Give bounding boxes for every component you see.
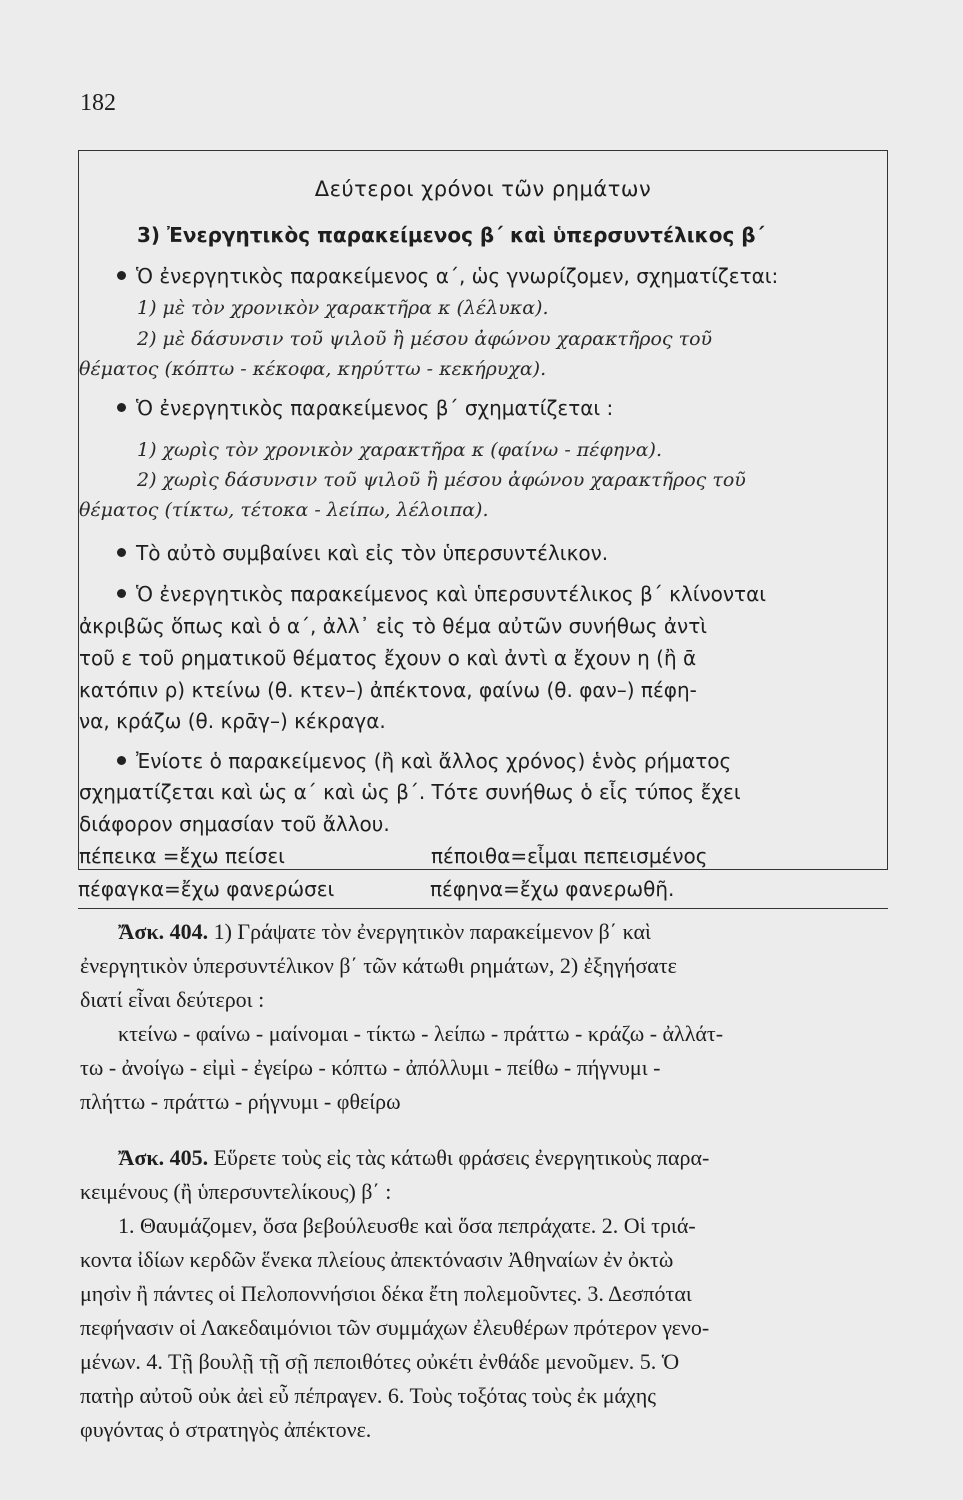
exercise-405-line: πεφήνασιν οἱ Λακεδαιμόνιοι τῶν συμμάχων ἐλευθέρων πρότερον γενο- xyxy=(80,1315,710,1340)
exercise-405-line: 1. Θαυμάζομεν, ὅσα βεβούλευσθε καὶ ὅσα πεπράχατε. 2. Οἱ τριά- xyxy=(118,1213,696,1238)
exercise-404-line xyxy=(118,918,651,946)
rule-line: κατόπιν ρ) κτείνω (θ. κτεν–) ἀπέκτονα, φαίνω (θ. φαν–) πέφη- xyxy=(79,678,697,702)
box-subtitle: 3) Ἐνεργητικὸς παρακείμενος β΄ καὶ ὑπερσυντέλικος β΄ xyxy=(137,223,765,247)
rule-text: Ὁ ἐνεργητικὸς παρακείμενος α΄, ὡς γνωρίζομεν, σχηματίζεται: xyxy=(136,264,779,288)
rule-text: Ὁ ἐνεργητικὸς παρακείμενος καὶ ὑπερσυντέλικος β΄ κλίνονται xyxy=(136,582,767,606)
bullet-line xyxy=(117,395,613,421)
bullet-line xyxy=(117,748,731,774)
exercise-405-line xyxy=(118,1144,709,1172)
rule-line: ἀκριβῶς ὅπως καὶ ὁ α΄, ἀλλ᾿ εἰς τὸ θέμα αὐτῶν συνήθως ἀντὶ xyxy=(79,614,707,638)
exercise-405-line: μησὶν ἢ πάντες οἱ Πελοποννήσιοι δέκα ἔτη πολεμοῦντες. 3. Δεσπόται xyxy=(80,1281,692,1306)
exercise-405-line: μένων. 4. Τῇ βουλῇ τῇ σῇ πεποιθότες οὐκέτι ἐνθάδε μενοῦμεν. 5. Ὁ xyxy=(80,1349,680,1374)
rule-line: να, κράζω (θ. κρᾱγ–) κέκραγα. xyxy=(79,709,386,733)
rule-line: 2) χωρὶς δάσυνσιν τοῦ ψιλοῦ ἢ μέσου ἀφώνου χαρακτῆρος τοῦ xyxy=(137,469,746,491)
exercise-label: Ἄσκ. 405. xyxy=(118,1145,209,1170)
rule-text: Ὁ ἐνεργητικὸς παρακείμενος β΄ σχηματίζεται : xyxy=(136,396,614,420)
exercise-404-line: ἐνεργητικὸν ὑπερσυντέλικον β΄ τῶν κάτωθι ρημάτων, 2) ἐξηγήσατε xyxy=(80,953,677,978)
exercise-405-line: κειμένους (ἢ ὑπερσυντελίκους) β΄ : xyxy=(80,1179,392,1204)
grammar-box xyxy=(78,150,888,870)
bullet-icon xyxy=(117,589,126,598)
exercise-405-line: φυγόντας ὁ στρατηγὸς ἀπέκτονε. xyxy=(80,1417,372,1442)
rule-line: θέματος (τίκτω, τέτοκα - λείπω, λέλοιπα). xyxy=(79,499,489,521)
bullet-line xyxy=(117,581,766,607)
rule-text: Ἐνίοτε ὁ παρακείμενος (ἢ καὶ ἄλλος χρόνος) ἑνὸς ρήματος xyxy=(136,749,732,773)
example-pair-right: πέφηνα=ἔχω φανερωθῆ. xyxy=(430,877,675,901)
bullet-icon xyxy=(117,403,126,412)
exercise-text: 1) Γράψατε τὸν ἐνεργητικὸν παρακείμενον β΄ καὶ xyxy=(213,919,651,944)
example-pair-right: πέποιθα=εἶμαι πεπεισμένος xyxy=(431,844,708,868)
rule-line: 2) μὲ δάσυνσιν τοῦ ψιλοῦ ἢ μέσου ἀφώνου χαρακτῆρος τοῦ xyxy=(137,328,713,350)
exercise-404-line: τω - ἀνοίγω - εἰμὶ - ἐγείρω - κόπτω - ἀπόλλυμι - πείθω - πήγνυμι - xyxy=(80,1055,661,1080)
box-title: Δεύτεροι χρόνοι τῶν ρημάτων xyxy=(314,177,652,201)
bullet-line xyxy=(117,263,778,289)
exercise-404-line: διατί εἶναι δεύτεροι : xyxy=(80,987,265,1012)
exercise-404-line: πλήττω - πράττω - ρήγνυμι - φθείρω xyxy=(80,1089,401,1114)
rule-line: 1) μὲ τὸν χρονικὸν χαρακτῆρα κ (λέλυκα). xyxy=(137,297,549,319)
exercise-label: Ἄσκ. 404. xyxy=(118,919,209,944)
exercise-405-line: πατὴρ αὐτοῦ οὐκ ἀεὶ εὖ πέπραγεν. 6. Τοὺς τοξότας τοὺς ἐκ μάχης xyxy=(80,1383,657,1408)
rule-line: 1) χωρὶς τὸν χρονικὸν χαρακτῆρα κ (φαίνω - πέφηνα). xyxy=(137,439,662,461)
exercise-405-line: κοντα ἰδίων κερδῶν ἕνεκα πλείους ἀπεκτόνασιν Ἀθηναίων ἐν ὀκτὼ xyxy=(80,1247,674,1272)
exercise-text: Εὕρετε τοὺς εἰς τὰς κάτωθι φράσεις ἐνεργητικοὺς παρα- xyxy=(213,1145,710,1170)
exercise-404-line: κτείνω - φαίνω - μαίνομαι - τίκτω - λείπω - πράττω - κράζω - ἀλλάτ- xyxy=(118,1021,724,1046)
bullet-icon xyxy=(117,756,126,765)
example-pair-left: πέπεικα =ἔχω πείσει xyxy=(79,844,285,868)
bullet-line xyxy=(117,540,608,566)
rule-line: θέματος (κόπτω - κέκοφα, κηρύττω - κεκήρυχα). xyxy=(79,358,547,380)
rule-line: τοῦ ε τοῦ ρηματικοῦ θέματος ἔχουν ο καὶ ἀντὶ α ἔχουν η (ἢ ᾱ xyxy=(79,646,697,670)
bullet-icon xyxy=(117,548,126,557)
page-number: 182 xyxy=(80,90,116,116)
rule-line: σχηματίζεται καὶ ὡς α΄ καὶ ὡς β΄. Τότε συνήθως ὁ εἷς τύπος ἔχει xyxy=(79,780,741,804)
rule-line: διάφορον σημασίαν τοῦ ἄλλου. xyxy=(79,812,390,836)
example-pair-left: πέφαγκα=ἔχω φανερώσει xyxy=(78,877,335,901)
section-rule xyxy=(78,908,888,909)
bullet-icon xyxy=(117,271,126,280)
rule-text: Τὸ αὐτὸ συμβαίνει καὶ εἰς τὸν ὑπερσυντέλικον. xyxy=(136,541,609,565)
